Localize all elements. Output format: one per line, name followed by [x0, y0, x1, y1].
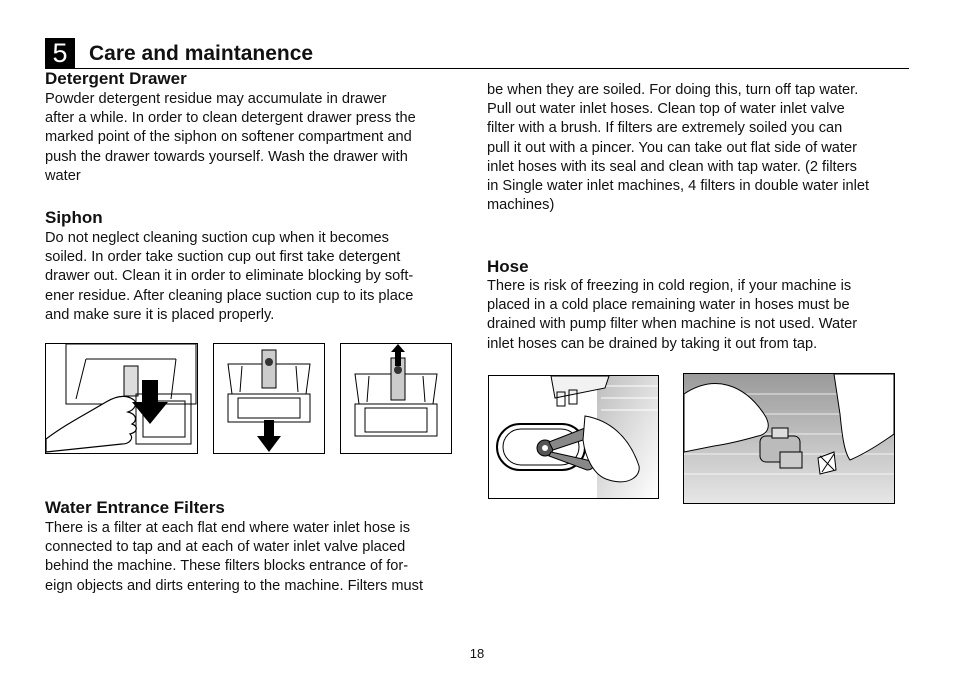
hose-filter-figure	[683, 373, 895, 504]
text-line: drained with pump filter when machine is not used. Water	[487, 316, 858, 333]
text-line: and make sure it is placed properly.	[45, 306, 275, 323]
water-filters-text	[45, 519, 475, 596]
page-number: 18	[469, 646, 485, 661]
text-line: placed in a cold place remaining water in hoses must be	[487, 297, 850, 314]
drawer-pull-figure	[45, 343, 198, 454]
drawer-removed-figure	[213, 343, 325, 454]
text-line: inlet hoses can be drained by taking it out from tap.	[487, 335, 818, 352]
text-line: filter with a brush. If filters are extremely soiled you can	[487, 120, 843, 137]
text-line: ener residue. After cleaning place suction cup to its place	[45, 287, 414, 304]
chapter-title: Care and maintanence	[89, 42, 314, 65]
heading-detergent-drawer: Detergent Drawer	[45, 69, 187, 88]
text-line: water	[45, 167, 81, 184]
text-line: There is a filter at each flat end where water inlet hose is	[45, 520, 411, 536]
heading-siphon: Siphon	[45, 208, 103, 227]
text-line: be when they are soiled. For doing this, turn off tap water.	[487, 82, 859, 98]
text-line: machines)	[487, 197, 555, 214]
text-line: Powder detergent residue may accumulate in drawer	[45, 91, 387, 107]
heading-hose: Hose	[487, 257, 529, 276]
text-line: There is risk of freezing in cold region, if your machine is	[487, 278, 852, 294]
heading-water-filters: Water Entrance Filters	[45, 498, 225, 517]
detergent-drawer-text	[45, 90, 475, 186]
text-line: push the drawer towards yourself. Wash the drawer with	[45, 148, 408, 165]
text-line: connected to tap and at each of water inlet valve placed	[45, 539, 406, 556]
text-line: pull it out with a pincer. You can take out flat side of water	[487, 139, 857, 156]
text-line: after a while. In order to clean detergent drawer press the	[45, 110, 416, 127]
valve-filter-figure	[488, 375, 659, 499]
text-line: inlet hoses with its seal and clean with tap water. (2 filters	[487, 158, 857, 175]
hose-text	[487, 277, 917, 354]
siphon-removal-figure	[340, 343, 452, 454]
text-line: soiled. In order take suction cup out first take detergent	[45, 249, 401, 266]
text-line: Pull out water inlet hoses. Clean top of water inlet valve	[487, 101, 845, 118]
text-line: Do not neglect cleaning suction cup when it becomes	[45, 230, 389, 246]
text-line: behind the machine. These filters blocks entrance of for-	[45, 558, 409, 575]
siphon-text	[45, 229, 475, 325]
text-line: in Single water inlet machines, 4 filters in double water inlet	[487, 178, 870, 195]
chapter-number: 5	[45, 38, 75, 68]
text-line: eign objects and dirts entering to the machine. Filters must	[45, 577, 424, 594]
text-line: marked point of the siphon on softener compartment and	[45, 129, 412, 146]
text-line: drawer out. Clean it in order to eliminate blocking by soft-	[45, 268, 414, 285]
water-filters-continued-text	[487, 81, 917, 215]
